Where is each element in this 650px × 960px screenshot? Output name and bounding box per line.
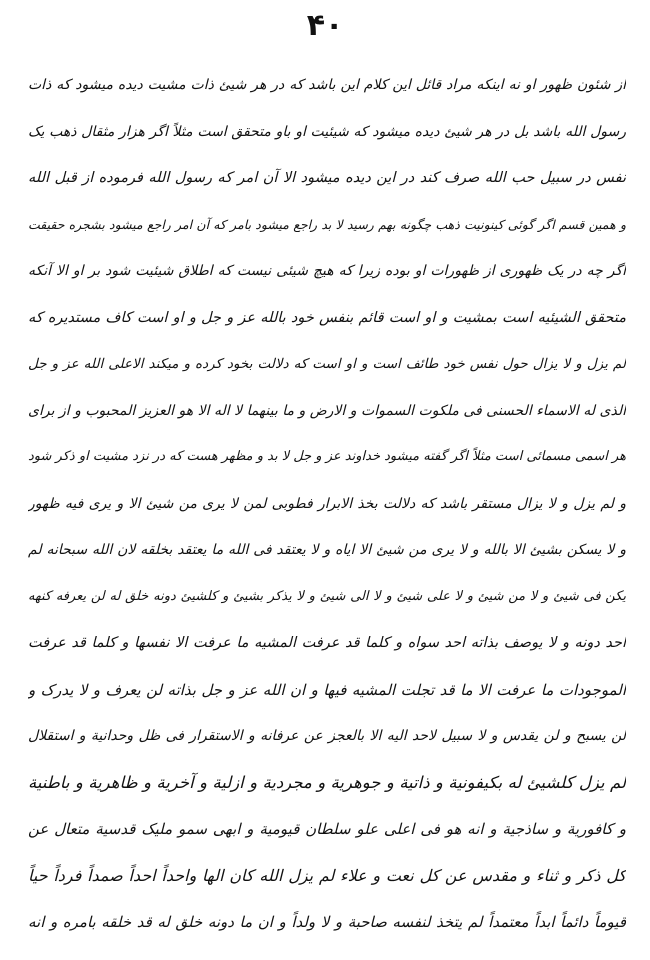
text-line: الذی له الاسماء الحسنی فی ملکوت السموات و الارض و ما بینهما لا اله الا هو العزیز المحبوب و از برای: [28, 402, 626, 419]
body-text: [28, 62, 626, 946]
text-line: قیوماً دائماً ابداً معتمداً لم یتخذ لنفسه صاحبة و لا ولداً و ان ما دونه خلق له قد خلقه بامره و انه: [28, 913, 626, 931]
text-line: کل ذکر و ثناء و مقدس عن کل نعت و علاء لم یزل الله کان الها واحداً احداً صمداً فرداً حیاً: [28, 865, 626, 885]
text-line: الموجودات ما عرفت الا ما قد تجلت المشیه فیها و ان الله عز و جل بذاته لن یعرف و لا یدرک و: [28, 680, 626, 699]
text-line: نفس در سبیل حب الله صرف کند در این دیده میشود الا آن امر که رسول الله فرموده از قبل الله: [28, 170, 626, 186]
text-line: لم یزل کلشیئ له بکیفونیة و ذاتیة و جوهریة و مجردیة و ازلیة و آخریة و ظاهریة و باطنیة: [28, 772, 626, 792]
text-line: و لم یزل و لا یزال مستقر باشد که دلالت بخذ الابرار فطوبی لمن لا یری من شیئ الا و یری فیه ظهور: [28, 495, 626, 512]
text-line: هر اسمی مسمائی است مثلاً اگر گفته میشود خداوند عز و جل لا بد و مظهر هست که در نزد مشیت او ذکر شود: [28, 449, 626, 464]
text-line: و لا یسکن بشیئ الا بالله و لا یری من شیئ الا ایاه و لا یعتقد فی الله ما یعتقد بخلقه لان الله سبحانه لم: [28, 542, 626, 558]
page-number: ۴۰: [306, 8, 344, 43]
text-line: احد دونه و لا یوصف بذاته احد سواه و کلما قد عرفت المشیه ما عرفت الا نفسها و کلما قد عرفت: [28, 635, 626, 651]
text-line: و همین قسم اگر گوئی کینونیت ذهب چگونه بهم رسید لا بد راجع میشود بامر که آن امر راجع میشود بشجره حقیقت: [28, 216, 626, 232]
text-line: یکن فی شیئ و لا من شیئ و لا علی شیئ و لا الی شیئ و لا یذکر بشیئ و کلشیئ دونه خلق له لن یعرفه کنهه: [28, 588, 626, 604]
text-line: اگر چه در یک ظهوری از ظهورات او بوده زیرا که هیچ شیئی نیست که اطلاق شیئیت شود بر او الا آنکه: [28, 263, 626, 279]
text-line: لن یسبح و لن یقدس و لا سبیل لاحد الیه الا بالعجز عن عرفانه و الاستقرار فی ظل وحدانیة و استقلال: [28, 728, 626, 744]
text-line: متحقق الشیئیه است بمشیت و او است قائم بنفس خود بالله عز و جل و او است کاف مستدیره که: [28, 309, 626, 326]
text-line: و کافوریة و ساذجیة و انه هو فی اعلی علو سلطان قیومیة و ابهی سمو ملیک قدسیة متعال عن: [28, 820, 626, 838]
text-line: لم یزل و لا یزال حول نفس خود طائف است و او است که دلالت بخود کرده و میکند الاعلی الله عز و جل: [28, 356, 626, 372]
text-line: رسول الله باشد بل در هر شیئ دیده میشود که شیئیت او باو متحقق است مثلاً اگر هزار مثقال ذهب یک: [28, 123, 626, 140]
text-line: از شئون ظهور او نه اینکه مراد قائل این کلام این باشد که در هر شیئ ذات مشیت دیده میشود که ذات: [28, 77, 626, 93]
